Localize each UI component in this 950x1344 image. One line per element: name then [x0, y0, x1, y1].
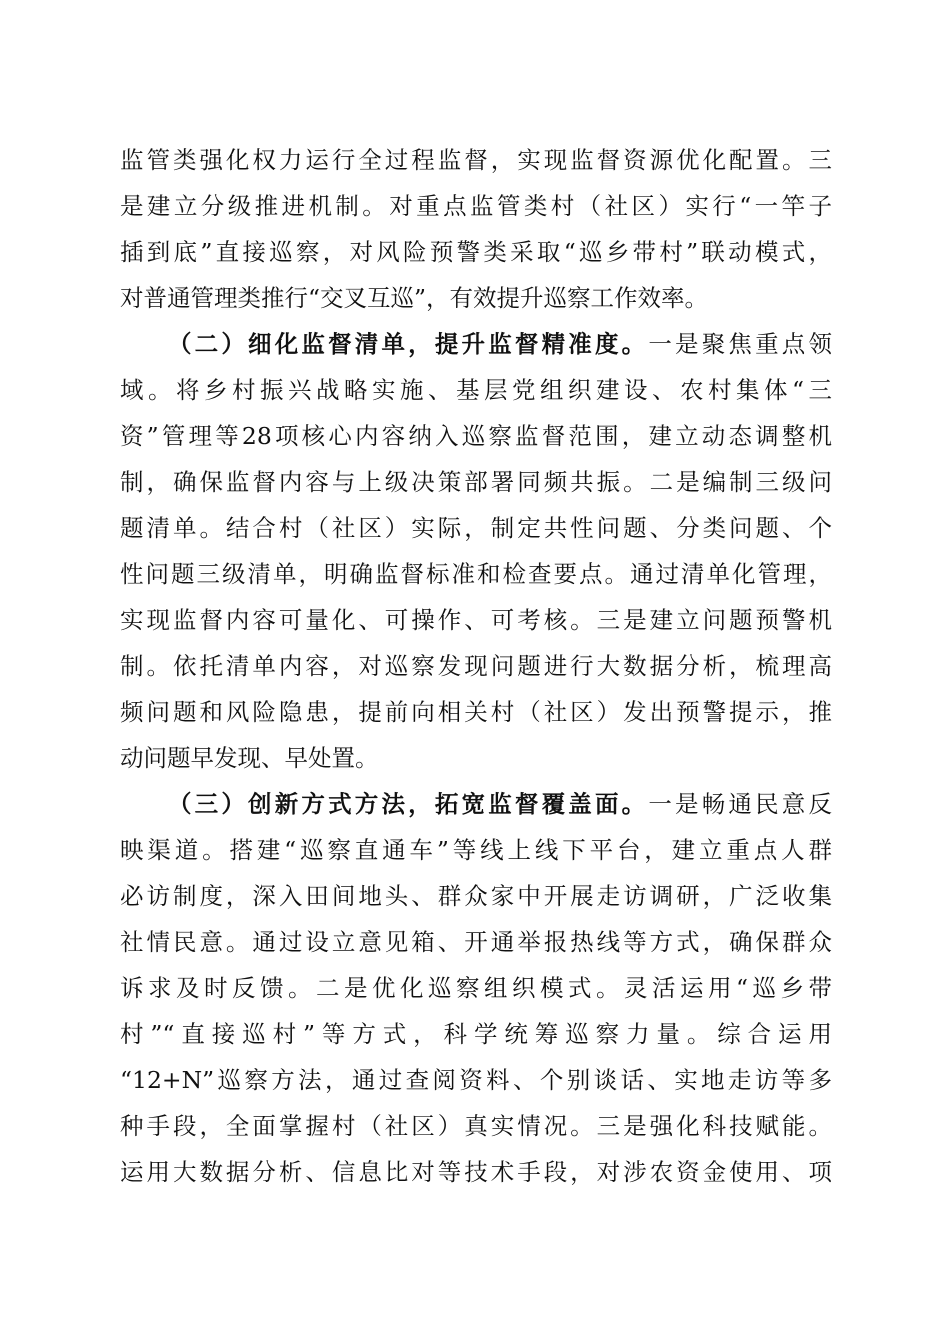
body-text-line: 映渠道。搭建“巡察直通车”等线上线下平台，建立重点人群 [120, 836, 832, 864]
body-text-line: 社情民意。通过设立意见箱、开通举报热线等方式，确保群众 [120, 928, 832, 956]
section-heading-three: （三）创新方式方法，拓宽监督覆盖面。 [168, 790, 649, 818]
body-text-line: 对普通管理类推行“交叉互巡”，有效提升巡察工作效率。 [120, 284, 709, 312]
body-text-line: 是建立分级推进机制。对重点监管类村（社区）实行“一竿子 [120, 192, 832, 220]
body-text-line: 种手段，全面掌握村（社区）真实情况。三是强化科技赋能。 [120, 1112, 832, 1140]
body-text-line: 动问题早发现、早处置。 [120, 744, 379, 772]
body-text-line: 制，确保监督内容与上级决策部署同频共振。二是编制三级问 [120, 468, 832, 496]
section-heading-line [168, 781, 832, 827]
section-heading-two: （二）细化监督清单，提升监督精准度。 [168, 330, 649, 358]
body-text-line: 实现监督内容可量化、可操作、可考核。三是建立问题预警机 [120, 606, 832, 634]
body-text-line: 运用大数据分析、信息比对等技术手段，对涉农资金使用、项 [120, 1158, 832, 1186]
body-text-line: 必访制度，深入田间地头、群众家中开展走访调研，广泛收集 [120, 882, 832, 910]
body-text-run: 一是畅通民意反 [648, 790, 832, 818]
body-text-line: “12+N”巡察方法，通过查阅资料、个别谈话、实地走访等多 [120, 1066, 832, 1094]
body-text-line: 题清单。结合村（社区）实际，制定共性问题、分类问题、个 [120, 514, 832, 542]
body-text-line: 诉求及时反馈。二是优化巡察组织模式。灵活运用“巡乡带 [120, 974, 832, 1002]
body-text-line: 资”管理等28项核心内容纳入巡察监督范围，建立动态调整机 [120, 422, 832, 450]
body-text-line: 性问题三级清单，明确监督标准和检查要点。通过清单化管理， [120, 560, 832, 588]
body-text-line: 制。依托清单内容，对巡察发现问题进行大数据分析，梳理高 [120, 652, 832, 680]
body-text-line: 监管类强化权力运行全过程监督，实现监督资源优化配置。三 [120, 146, 832, 174]
body-text-run: 一是聚焦重点领 [648, 330, 832, 358]
body-text-line: 插到底”直接巡察，对风险预警类采取“巡乡带村”联动模式， [120, 238, 832, 266]
section-heading-line [168, 321, 832, 367]
body-text-line: 村”“直接巡村”等方式，科学统筹巡察力量。综合运用 [120, 1020, 832, 1048]
body-text-line: 频问题和风险隐患，提前向相关村（社区）发出预警提示，推 [120, 698, 832, 726]
body-text-line: 域。将乡村振兴战略实施、基层党组织建设、农村集体“三 [120, 376, 832, 404]
